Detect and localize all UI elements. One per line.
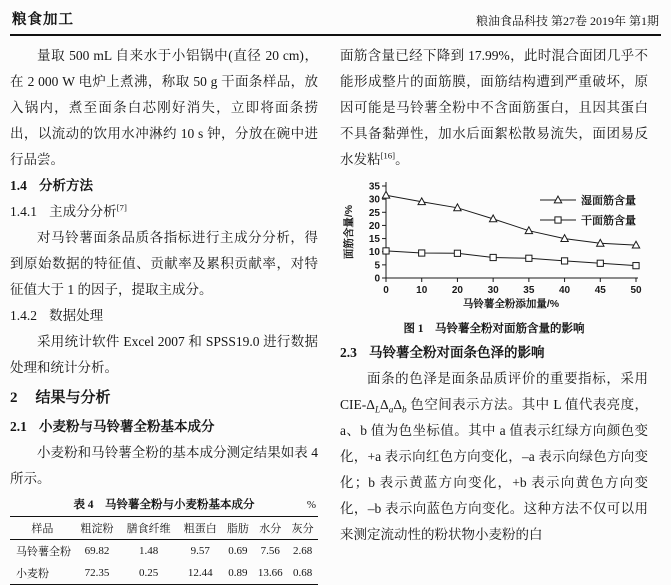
x-tick-label: 40	[559, 285, 571, 296]
table-cell: 0.25	[139, 567, 159, 579]
journal-info: 粮油食品科技 第27卷 2019年 第1期	[475, 14, 659, 28]
square-marker	[419, 250, 425, 256]
citation-ref: [16]	[380, 150, 396, 161]
y-tick-label: 25	[368, 207, 380, 219]
gluten-content-chart	[340, 178, 648, 312]
table-header-cell: 灰分	[287, 517, 318, 540]
table-cell: 69.82	[84, 545, 110, 557]
figure1-caption: 图 1 马铃薯全粉对面筋含量的影响	[403, 323, 585, 335]
heading-1-4: 1.4 分析方法	[10, 178, 94, 193]
right-column	[340, 43, 648, 585]
table-cell: 2.68	[293, 545, 313, 557]
x-tick-label: 30	[487, 285, 499, 296]
table4	[10, 516, 318, 585]
square-marker	[633, 263, 639, 269]
table-cell: 13.66	[257, 567, 283, 579]
x-tick-label: 50	[630, 285, 642, 296]
square-marker	[526, 255, 532, 261]
x-axis-label: 马铃薯全粉添加量/%	[462, 298, 560, 310]
figure1-block	[340, 178, 648, 338]
x-tick-label: 45	[594, 285, 606, 296]
y-axis-label: 面筋含量/%	[343, 204, 355, 260]
heading-2: 2 结果与分析	[10, 390, 111, 406]
square-marker	[454, 250, 460, 256]
x-tick-label: 20	[451, 285, 463, 296]
software-paragraph: 采用统计软件 Excel 2007 和 SPSS19.0 进行数据处理和统计分析。	[10, 334, 318, 375]
heading-2-3: 2.3 马铃薯全粉对面条色泽的影响	[340, 345, 545, 360]
table4-title-row	[10, 497, 318, 514]
heading-1-4-2: 1.4.2 数据处理	[10, 308, 104, 323]
pca-paragraph: 对马铃薯面条品质各指标进行主成分分析，得到原始数据的特征值、贡献率及累积贡献率，对特征值大于 1 的因子，提取主成分。	[10, 230, 318, 297]
table-cell: 马铃薯全粉	[16, 546, 71, 558]
table4-title: 表 4 马铃薯全粉与小麦粉基本成分	[73, 499, 255, 511]
table-cell: 0.69	[228, 545, 248, 557]
table-cell: 72.35	[84, 567, 110, 579]
table-header-cell: 粗淀粉	[75, 517, 120, 540]
gluten-discussion-paragraph: 面筋含量已经下降到 17.99%，此时混合面团几乎不能形成整片的面筋膜，面筋结构遭到严重破坏，原因可能是马铃薯全粉中不含面筋蛋白，且因其蛋白不具备黏弹性，加水后面絮松散易流失，面团易反水发粘[16]。	[340, 48, 648, 167]
two-column-body	[10, 36, 661, 585]
x-tick-label: 10	[416, 285, 428, 296]
table-header-cell: 粗蛋白	[178, 517, 223, 540]
y-tick-label: 30	[368, 194, 380, 206]
table-cell: 0.89	[228, 567, 248, 579]
x-tick-label: 35	[523, 285, 535, 296]
table-intro-paragraph: 小麦粉和马铃薯全粉的基本成分测定结果如表 4 所示。	[10, 445, 318, 486]
table-cell: 小麦粉	[16, 568, 49, 580]
legend-label: 干面筋含量	[581, 215, 636, 227]
citation-ref: [7]	[116, 202, 127, 213]
square-marker	[490, 254, 496, 260]
left-column	[10, 43, 318, 585]
table-cell: 7.56	[260, 545, 280, 557]
table-header-cell: 膳食纤维	[119, 517, 178, 540]
heading-1-4-1: 1.4.1 主成分分析[7]	[10, 202, 127, 219]
section-label: 粮食加工	[12, 12, 74, 28]
square-marker	[555, 217, 561, 223]
table-header-cell: 水分	[253, 517, 287, 540]
y-tick-label: 20	[368, 220, 380, 232]
legend-label: 湿面筋含量	[581, 195, 636, 207]
square-marker	[597, 260, 603, 266]
table-row	[10, 540, 318, 563]
table-cell: 1.48	[139, 545, 159, 557]
table-header-row	[10, 517, 318, 540]
color-space-paragraph: 面条的色泽是面条品质评价的重要指标，采用 CIE-$\Delta_L\Delta_a\Delta_b$ 色空间表示方法。其中 L 值代表亮度，a、b 值为色坐标值。其中 a 值表示红绿方向颜色变化，+a 表示向红色方向变化，–a 表示向绿色方向变化；b 表示黄蓝方向变化，+b 表示向黄色方向变化，–b 表示向蓝色方向变化。这种方法不仅可以用来测定流动性的粉状物小麦粉的白	[340, 371, 648, 542]
heading-2-1: 2.1 小麦粉与马铃薯全粉基本成分	[10, 419, 215, 434]
table4-unit: %	[306, 499, 316, 511]
square-marker	[383, 248, 389, 254]
square-marker	[561, 258, 567, 264]
table-header-cell: 样品	[10, 517, 75, 540]
y-tick-label: 0	[374, 273, 380, 285]
table-cell: 9.57	[190, 545, 210, 557]
y-tick-label: 15	[368, 234, 380, 246]
y-tick-label: 10	[368, 247, 380, 259]
y-tick-label: 35	[368, 181, 380, 193]
table4-block	[10, 497, 318, 585]
page-header	[10, 4, 661, 36]
triangle-marker	[382, 191, 389, 198]
y-tick-label: 5	[374, 260, 380, 272]
x-tick-label: 0	[383, 285, 389, 296]
table-header-cell: 脂肪	[223, 517, 254, 540]
cooking-method-paragraph: 量取 500 mL 自来水于小铝锅中(直径 20 cm)，在 2 000 W 电炉上煮沸，称取 50 g 干面条样品，放入锅内，煮至面条白芯刚好消失，立即将面条捞出，以流动的饮用水冲淋约 10 s 钟，分放在碗中进行品尝。	[10, 48, 318, 167]
table-cell: 0.68	[293, 567, 313, 579]
table-row	[10, 562, 318, 585]
table-cell: 12.44	[187, 567, 213, 579]
